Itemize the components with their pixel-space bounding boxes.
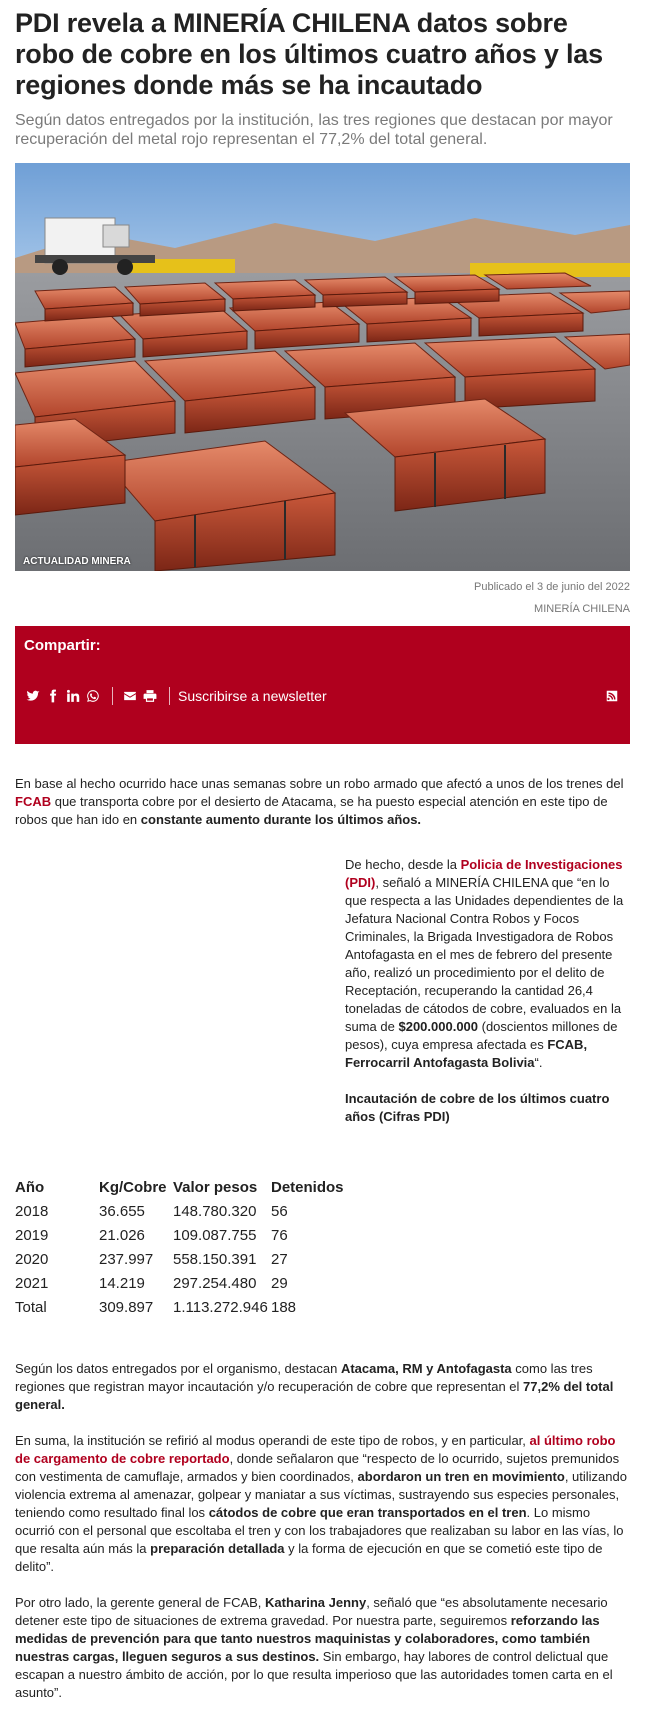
cell: 76 (271, 1227, 288, 1244)
cell: 27 (271, 1251, 288, 1268)
table-row (15, 1248, 361, 1272)
bold-text: cátodos de cobre que eran transportados en el tren (208, 1505, 527, 1520)
cell: 2020 (15, 1251, 49, 1268)
cell: 29 (271, 1275, 288, 1292)
text: como las tres regiones que registran mayor incautación y/o recuperación de cobre que representan el (15, 1361, 593, 1394)
linkedin-icon[interactable] (64, 687, 82, 705)
cell: 2021 (15, 1275, 49, 1292)
image-credit: ACTUALIDAD MINERA (23, 556, 131, 567)
mail-icon[interactable] (121, 687, 139, 705)
col-header: Año (15, 1179, 45, 1196)
table-heading: Incautación de cobre de los últimos cuatro años (Cifras PDI) (345, 1091, 610, 1124)
table-header-row (15, 1176, 361, 1200)
bold-text: preparación detallada (150, 1541, 285, 1556)
paragraph-pdi (345, 856, 630, 1072)
share-divider (169, 687, 170, 705)
table-row (15, 1200, 361, 1224)
article-meta (15, 581, 630, 616)
text: (doscientos millones de pesos), cuya empresa afectada es (345, 1019, 618, 1052)
col-header: Detenidos (271, 1179, 344, 1196)
cell: 148.780.320 (173, 1203, 257, 1220)
cell: 36.655 (99, 1203, 145, 1220)
article-title: PDI revela a MINERÍA CHILENA datos sobre robo de cobre en los últimos cuatro años y las regiones donde más se ha incautado (15, 8, 603, 100)
table-row (15, 1296, 361, 1320)
cell: 1.113.272.946 (173, 1299, 268, 1316)
cell: 21.026 (99, 1227, 145, 1244)
cell: 309.897 (99, 1299, 154, 1316)
share-box (15, 626, 630, 744)
side-column (345, 856, 630, 1126)
twitter-icon[interactable] (24, 687, 42, 705)
cell: 56 (271, 1203, 288, 1220)
paragraph-fcab-manager (15, 1594, 630, 1702)
text: , señaló que “es absolutamente necesario detener este tipo de situaciones de extrema gravedad. Por nuestra parte, seguiremos (15, 1595, 608, 1628)
cell: Total (15, 1299, 47, 1316)
article-source: MINERÍA CHILENA (534, 603, 630, 615)
print-icon[interactable] (141, 687, 159, 705)
text: que transporta cobre por el desierto de Atacama, se ha puesto especial atención en este tipo de robos que han ido en (15, 794, 608, 827)
cell: 558.150.391 (173, 1251, 257, 1268)
article-subtitle: Según datos entregados por la institución, las tres regiones que destacan por mayor recuperación del metal rojo representan el 77,2% del total general. (15, 112, 613, 148)
cell: 2019 (15, 1227, 49, 1244)
text: y la forma de ejecución en que se cometió este tipo de delito”. (15, 1541, 603, 1574)
paragraph-regions (15, 1360, 630, 1414)
bold-text: Katharina Jenny (265, 1595, 367, 1610)
hero-image (15, 163, 630, 571)
rss-icon[interactable] (605, 689, 619, 703)
text: , utilizando violencia extrema al amenazar, golpear y maniatar a sus víctimas, sustrayendo sus especies personales, teniendo como resultado final los (15, 1469, 627, 1520)
share-label: Compartir: (24, 637, 101, 654)
text: , donde señalaron que “respecto de lo ocurrido, sujetos premunidos con vestimenta de camuflaje, armados y bien coordinados, (15, 1451, 620, 1484)
share-toolbar (24, 684, 621, 708)
share-divider (112, 687, 113, 705)
fcab-link[interactable]: FCAB (15, 794, 52, 809)
bold-text: reforzando las medidas de prevención para que tanto nuestros maquinistas y colaboradores, como también nuestras cargas, lleguen seguros a sus destinos. (15, 1613, 600, 1664)
robbery-report-link[interactable]: al último robo de cargamento de cobre reportado (15, 1433, 616, 1466)
publish-date: Publicado el 3 de junio del 2022 (474, 581, 630, 593)
copper-cathodes-illustration (15, 163, 630, 571)
text: Según los datos entregados por el organismo, destacan (15, 1361, 341, 1376)
text: . Lo mismo ocurrió con el personal que escoltaba el tren y con los trabajadores que realizaban su labor en las vías, lo que resalta aún más la (15, 1505, 624, 1556)
cell: 188 (271, 1299, 297, 1316)
bold-text: Atacama, RM y Antofagasta (340, 1361, 512, 1376)
text: , señaló a MINERÍA CHILENA que “en lo que respecta a las Unidades dependientes de la Jefatura Nacional Contra Robos y Focos Criminales, la Brigada Investigadora de Robos Antofagasta en el mes de febrero del presente año, realizó un procedimiento por el delito de Receptación, recuperando la cantidad 26,4 toneladas de cátodos de cobre, evaluados en la suma de (345, 875, 624, 1034)
cell: 109.087.755 (173, 1227, 257, 1244)
bold-text: constante aumento durante los últimos años. (140, 812, 422, 827)
bold-text: abordaron un tren en movimiento (357, 1469, 565, 1484)
cell: 14.219 (99, 1275, 145, 1292)
table-row (15, 1272, 361, 1296)
text: Por otro lado, la gerente general de FCAB, (15, 1595, 266, 1610)
bold-text: FCAB, Ferrocarril Antofagasta Bolivia (345, 1037, 588, 1070)
text: Sin embargo, hay labores de control delictual que escapan a nuestro ámbito de acción, por lo que resulta imperioso que las autoridades tomen carta en el asunto”. (15, 1649, 613, 1700)
paragraph-modus-operandi (15, 1432, 630, 1576)
cell: 297.254.480 (173, 1275, 257, 1292)
text: En suma, la institución se refirió al modus operandi de este tipo de robos, y en particular, (15, 1433, 530, 1448)
paragraph-intro (15, 775, 630, 829)
cell: 237.997 (99, 1251, 154, 1268)
newsletter-link[interactable]: Suscribirse a newsletter (178, 688, 327, 704)
bold-text: $200.000.000 (398, 1019, 479, 1034)
col-header: Kg/Cobre (99, 1179, 167, 1196)
bold-text: 77,2% del total general. (15, 1379, 614, 1412)
pdi-link[interactable]: Policia de Investigaciones (PDI) (345, 857, 623, 890)
seizure-table (15, 1176, 361, 1320)
cell: 2018 (15, 1203, 49, 1220)
text: En base al hecho ocurrido hace unas semanas sobre un robo armado que afectó a unos de los trenes del (15, 776, 624, 791)
col-header: Valor pesos (173, 1179, 258, 1196)
facebook-icon[interactable] (44, 687, 62, 705)
text: De hecho, desde la (345, 857, 461, 872)
whatsapp-icon[interactable] (84, 687, 102, 705)
text: “. (534, 1055, 543, 1070)
table-row (15, 1224, 361, 1248)
